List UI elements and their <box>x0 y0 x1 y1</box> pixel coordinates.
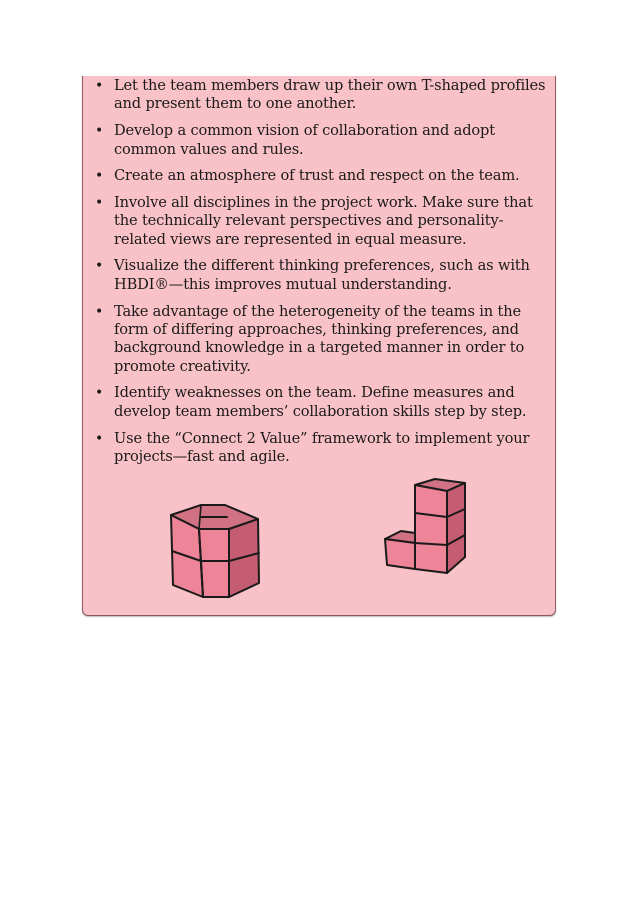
bullet: • <box>95 258 104 275</box>
list-item-text: Identify weaknesses on the team. Define measures and develop team members’ collaboration skills step by step. <box>114 384 527 420</box>
tips-box <box>82 76 556 616</box>
cube-l-shape-icon <box>381 477 471 581</box>
list-item-text: Let the team members draw up their own T-shaped profiles and present them to one another. <box>114 77 546 113</box>
list-item <box>95 430 547 467</box>
list-item-text: Develop a common vision of collaboration and adopt common values and rules. <box>114 122 495 158</box>
list-item <box>95 122 547 159</box>
list-item <box>95 167 547 185</box>
cube-block-2x2-icon <box>167 501 263 601</box>
list-item-text: Create an atmosphere of trust and respect on the team. <box>114 167 520 185</box>
list-item <box>95 384 547 421</box>
list-item-text: Use the “Connect 2 Value” framework to implement your projects—fast and agile. <box>114 429 530 465</box>
list-item-text: Visualize the different thinking preferences, such as with HBDI®—this improves mutual understanding. <box>114 257 530 293</box>
bullet: • <box>95 123 104 140</box>
bullet: • <box>95 194 104 211</box>
bullet: • <box>95 168 104 185</box>
cube-front-face <box>415 485 447 573</box>
list-item <box>95 257 547 294</box>
tips-list <box>95 76 547 475</box>
cube-side-face <box>447 483 465 573</box>
bullet: • <box>95 430 104 447</box>
list-item <box>95 77 547 114</box>
bullet: • <box>95 303 104 320</box>
bullet: • <box>95 78 104 94</box>
bullet: • <box>95 385 104 402</box>
list-item <box>95 194 547 249</box>
list-item-text: Involve all disciplines in the project work. Make sure that the technically relevant perspectives and personality-related views are represented in equal measure. <box>114 193 533 248</box>
list-item-text: Take advantage of the heterogeneity of the teams in the form of differing approaches, thinking preferences, and background knowledge in a targeted manner in order to promote creativity. <box>114 302 525 375</box>
list-item <box>95 303 547 377</box>
